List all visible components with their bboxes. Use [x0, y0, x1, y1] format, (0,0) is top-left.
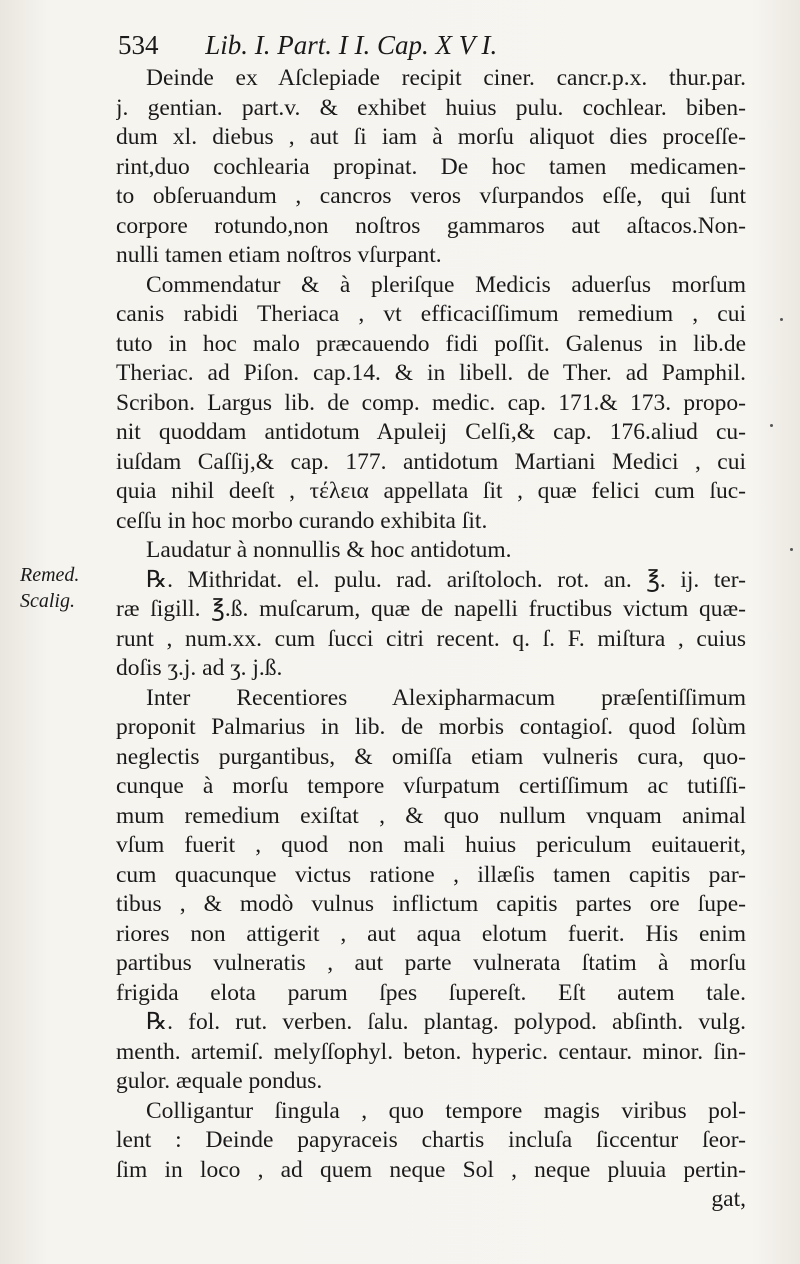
text-line: Deinde ex Aſclepiade recipit ciner. cancr.p.x. thur.par.	[146, 65, 746, 91]
text-line: to obſeruandum , cancros veros vſurpandos eſſe, qui ſunt	[116, 183, 746, 209]
text-line: cum quacunque victus ratione , illæſis tamen capitis par-	[116, 861, 746, 888]
running-title: Lib. I. Part. I I. Cap. X V I.	[205, 30, 498, 60]
text-line: Theriac. ad Piſon. cap.14. & in libell. de Ther. ad Pamphil.	[116, 360, 746, 386]
text-line: Inter Recentiores Alexipharmacum præſentiſſimum	[146, 684, 746, 711]
text-line: ceſſu in hoc morbo curando exhibita ſit.	[116, 507, 488, 534]
text-line: gat,	[711, 1186, 746, 1212]
text-line: canis rabidi Theriaca , vt efficaciſſimum remedium , cui	[116, 301, 746, 327]
text-line: tuto in hoc malo præcauendo fidi poſſit. Galenus in lib.de	[116, 330, 746, 357]
page-header	[118, 30, 758, 61]
margin-note	[20, 562, 79, 614]
text-line: dum xl. diebus , aut ſi iam à morſu aliquot dies proceſſe-	[116, 124, 746, 150]
text-line: doſis ʒ.j. ad ʒ. j.ß.	[116, 655, 283, 681]
text-line: Laudatur à nonnullis & hoc antidotum.	[146, 537, 512, 563]
text-line: ℞. fol. rut. verben. ſalu. plantag. polypod. abſinth. vulg.	[146, 1009, 746, 1035]
text-line: neglectis purgantibus, & omiſſa etiam vulneris cura, quo-	[116, 743, 746, 770]
body-text	[116, 64, 746, 1215]
ink-speck	[780, 318, 783, 321]
text-line: Colligantur ſingula , quo tempore magis viribus pol-	[146, 1097, 746, 1124]
margin-note-line-1: Remed.	[20, 564, 80, 586]
text-line: riores non attigerit , aut aqua elotum fuerit. His enim	[116, 920, 746, 947]
text-line: proponit Palmarius in lib. de morbis contagioſ. quod ſolùm	[116, 714, 746, 740]
text-line: quia nihil deeſt , τέλεια appellata ſit , quæ felici cum ſuc-	[116, 478, 746, 504]
text-line: nulli tamen etiam noſtros vſurpant.	[116, 242, 442, 268]
text-line: lent : Deinde papyraceis chartis incluſa ſiccentur ſeor-	[116, 1127, 746, 1153]
text-line: iuſdam Caſſij,& cap. 177. antidotum Martiani Medici , cui	[116, 448, 746, 475]
text-line: Scribon. Largus lib. de comp. medic. cap. 171.& 173. propo-	[116, 389, 746, 416]
ink-speck	[770, 424, 773, 427]
page-number: 534	[118, 30, 159, 60]
margin-note-line-2: Scalig.	[20, 590, 75, 612]
text-line: gulor. æquale pondus.	[116, 1068, 323, 1094]
text-line: cunque à morſu tempore vſurpatum certiſſimum ac tutiſſi-	[116, 773, 746, 799]
text-line: runt , num.xx. cum ſucci citri recent. q. ſ. F. miſtura , cuius	[116, 625, 746, 652]
text-line: ℞. Mithridat. el. pulu. rad. ariſtoloch. rot. an. ℥. ij. ter-	[146, 566, 746, 593]
text-line: corpore rotundo,non noſtros gammaros aut aſtacos.Non-	[116, 212, 746, 239]
text-line: ſim in loco , ad quem neque Sol , neque pluuia pertin-	[116, 1156, 746, 1183]
text-line: partibus vulneratis , aut parte vulnerata ſtatim à morſu	[116, 950, 746, 976]
text-line: j. gentian. part.v. & exhibet huius pulu. cochlear. biben-	[116, 94, 746, 121]
text-line: mum remedium exiſtat , & quo nullum vnquam animal	[116, 802, 746, 829]
text-line: ræ ſigill. ℥.ß. muſcarum, quæ de napelli fructibus victum quæ-	[116, 596, 746, 622]
text-line: rint,duo cochlearia propinat. De hoc tamen medicamen-	[116, 153, 746, 180]
text-line: menth. artemiſ. melyſſophyl. beton. hyperic. centaur. minor. ſin-	[116, 1038, 746, 1065]
text-line: frigida elota parum ſpes ſupereſt. Eſt autem tale.	[116, 979, 746, 1006]
text-line: Commendatur & à pleriſque Medicis aduerſus morſum	[146, 271, 746, 298]
text-line: vſum fuerit , quod non mali huius periculum euitauerit,	[116, 832, 746, 858]
text-line: tibus , & modò vulnus inflictum capitis partes ore ſupe-	[116, 891, 746, 917]
ink-speck	[790, 548, 793, 551]
text-line: nit quoddam antidotum Apuleij Celſi,& cap. 176.aliud cu-	[116, 419, 746, 445]
